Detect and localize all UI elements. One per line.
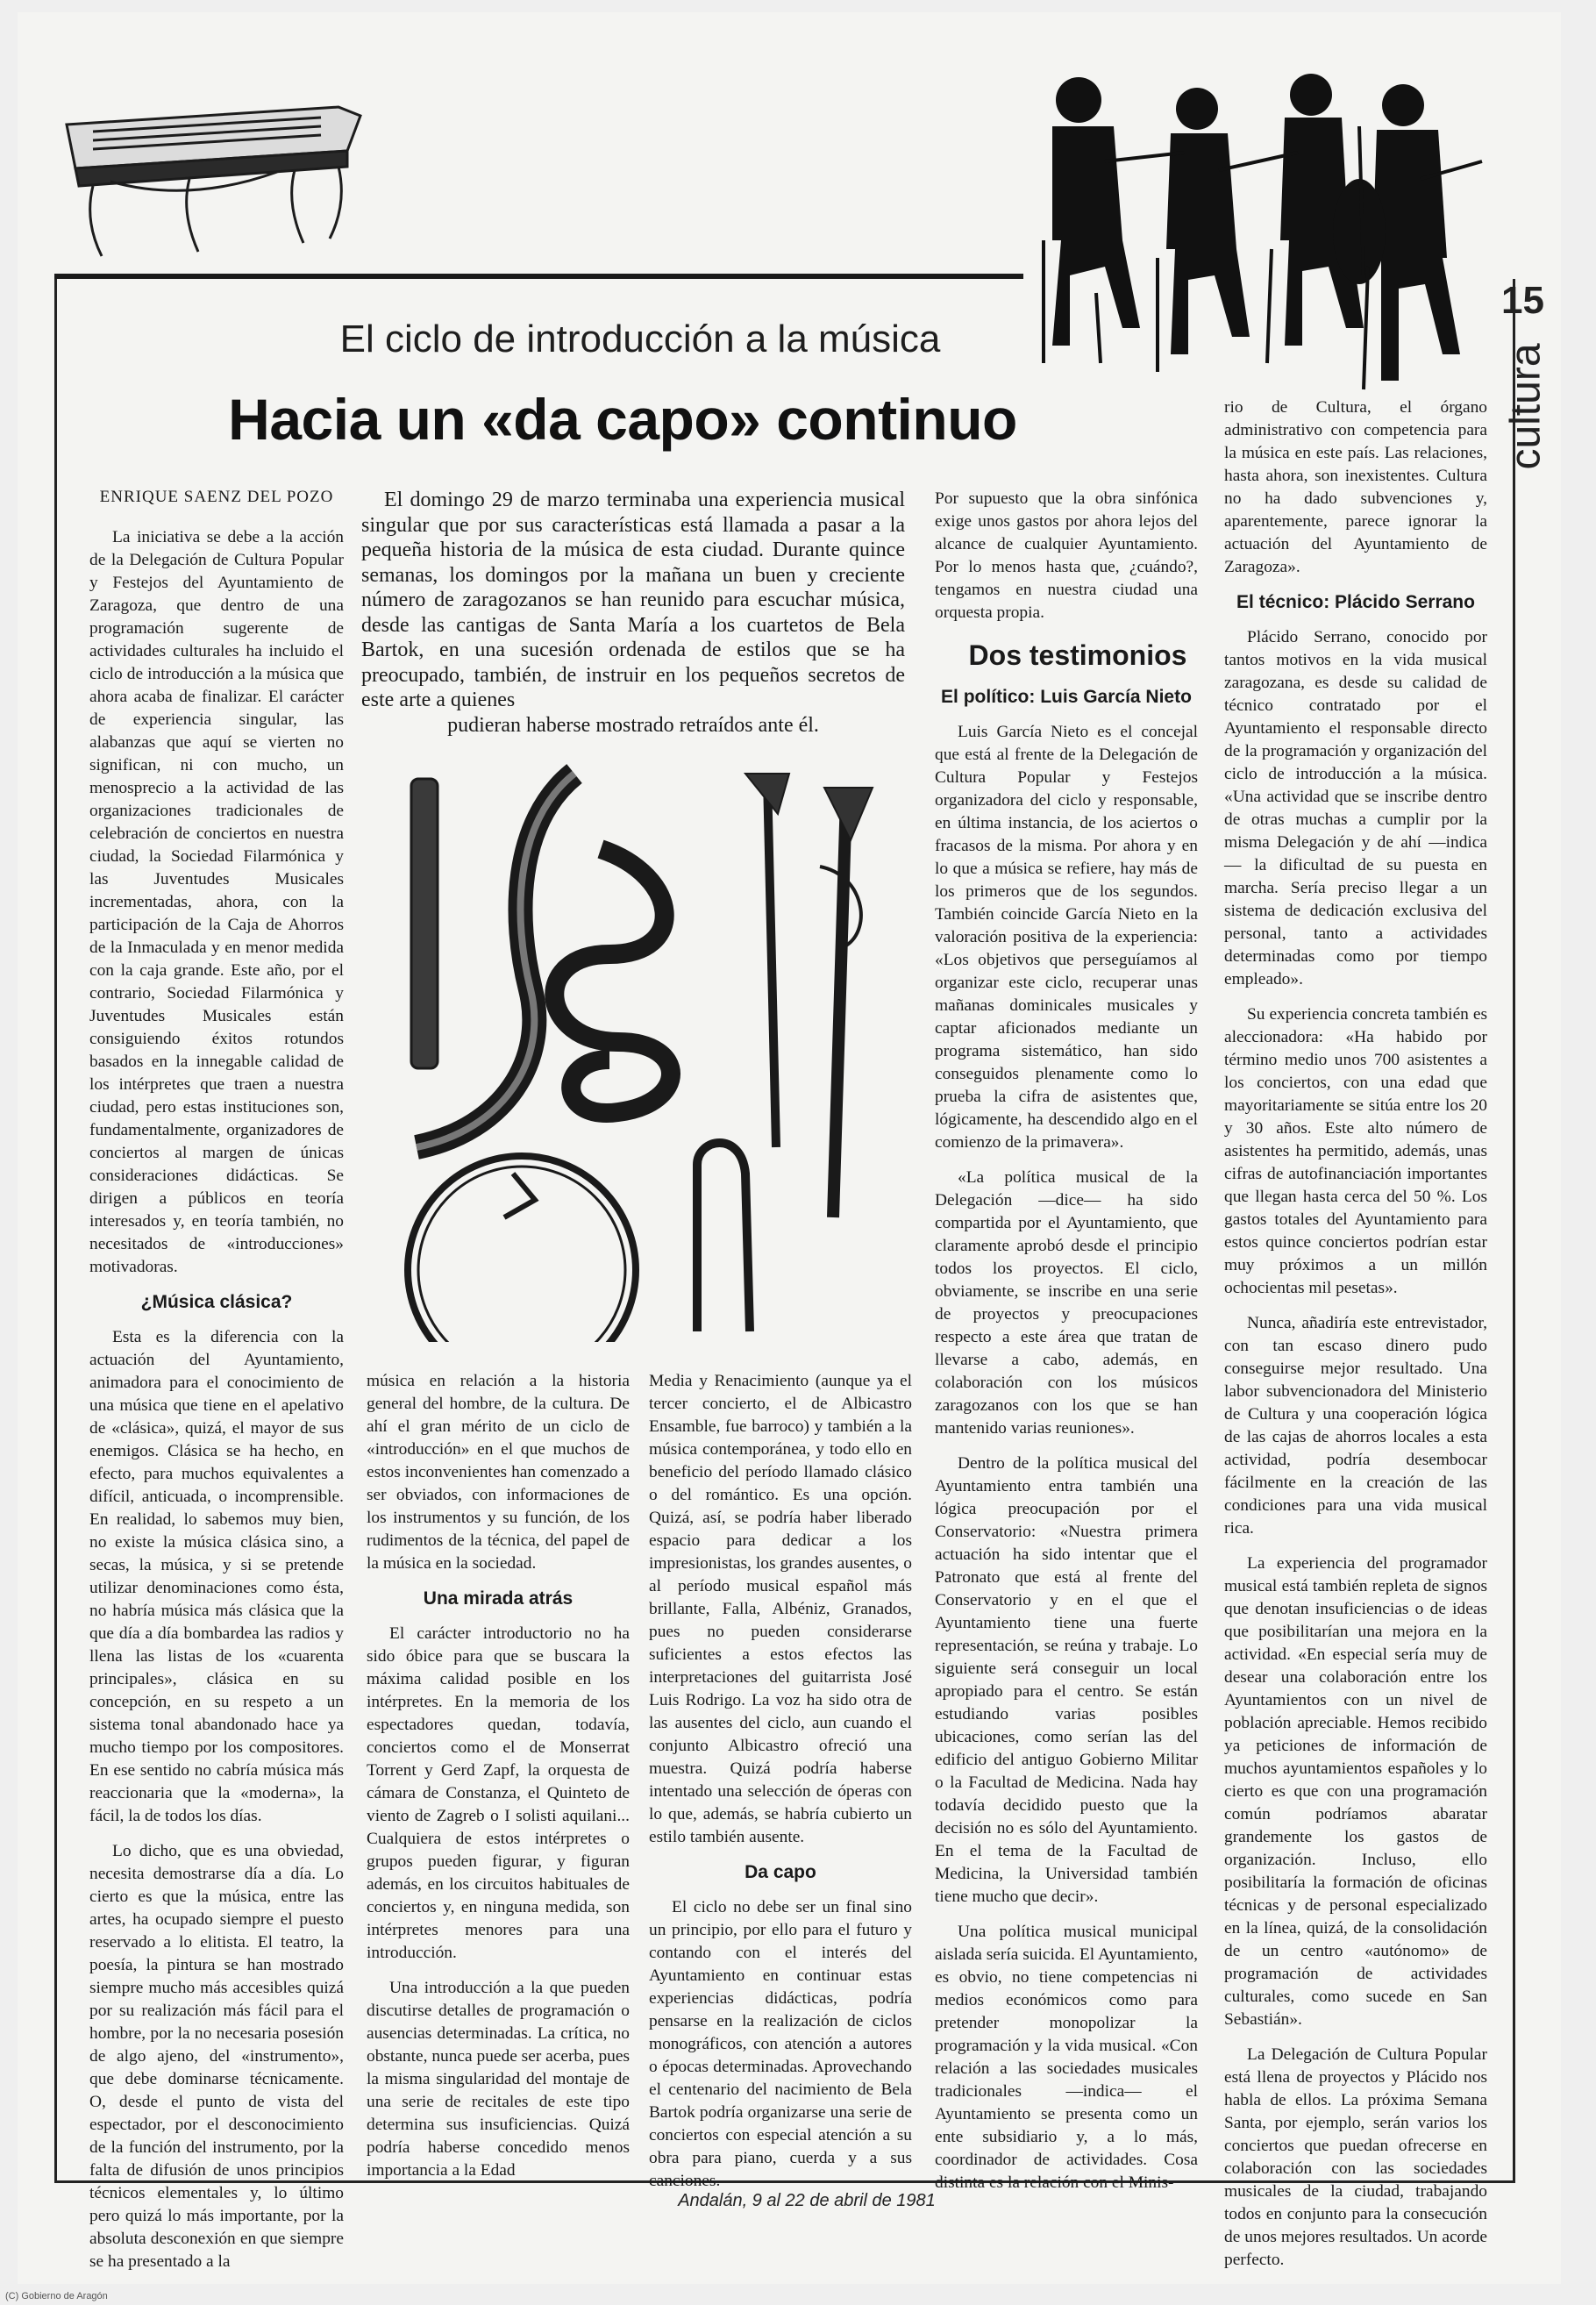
col4-paragraph: Una política musical municipal aislada sería suicida. El Ayuntamiento, es obvio, no tiene competencias ni medios económicos como para pretender monopolizar la programación y la vida musical. «Con relación a las sociedades musicales tradicionales —indica— el Ayuntamiento se presenta como un ente subsidiario y, a lo más, coordinador de actividades. Cosa distinta es la relación con el Minis-	[935, 1923, 1198, 2192]
col4-paragraph: «La política musical de la Delegación —dice— ha sido compartida por el Ayuntamiento, que claramente aprobó desde el principio todos los proyectos. El ciclo, obviamente, se inscribe en una serie de proyectos y preocupaciones respecto a este área que tratan de llevarse a cabo, además, en colaboración con los músicos zaragozanos con los que se han mantenido varias reuniones».	[935, 1168, 1198, 1438]
byline: ENRIQUE SAENZ DEL POZO	[99, 488, 334, 506]
col5-paragraph: La Delegación de Cultura Popular está llena de proyectos y Plácido nos habla de ellos. La próxima Semana Santa, por ejemplo, serán varios los conciertos que puedan ofrecerse en colaboración con las sociedades musicales de la ciudad, trabajando todos en conjunto para la consecución de unos mejores resultados. Un acorde perfecto.	[1224, 2045, 1487, 2269]
intro-paragraph: El domingo 29 de marzo terminaba una experiencia musical singular que por sus características está llamada a pasar a la pequeña historia de la música de esta ciudad. Durante quince semanas, los domingos por la mañana un buen y creciente número de zaragozanos se han reunido para escuchar música, desde las cantigas de Santa María a los cuartetos de Bela Bartok, en una sucesión ordenada de estilos que se ha preocupado, también, de instruir en los pequeños secretos de este arte a quienes	[361, 489, 905, 711]
col1-paragraph: Esta es la diferencia con la actuación del Ayuntamiento, animadora para el conocimiento de una música que tiene en el apelativo de «clásica», quizá, el mayor de sus enemigos. Clásica se ha hecho, en efecto, para muchos equivalentes a difícil, anticuada, o incomprensible. En realidad, lo sabemos muy bien, no existe la música clásica sino, a secas, la música, y si se pretende utilizar denominaciones como ésta, no habría música más clásica que la que día a día bombardea las radios y llena las listas de los «cuarenta principales», clásica en su concepción, en su respeto a un sistema tonal abandonado hace ya mucho tiempo por los compositores. En ese sentido no cabría música más reaccionaria que la «moderna», la fácil, la de todos los días.	[89, 1328, 344, 1825]
article-kicker: El ciclo de introducción a la música	[339, 318, 941, 360]
col3-paragraph: El ciclo no debe ser un final sino un principio, por ello para el futuro y contando con el interés del Ayuntamiento en continuar estas experiencias didácticas, podría pensarse en la realización de ciclos monográficos, con atención a autores o épocas determinadas. Aprovechando el centenario del nacimiento de Bela Bartok podría organizarse una serie de conciertos con especial atención a su obra para piano, cuerda y a sus canciones.	[649, 1898, 912, 2190]
col4-paragraph: Dentro de la política musical del Ayuntamiento entra también una lógica preocupación por el Conservatorio: «Nuestra primera actuación ha sido intentar que el Patronato que está al frente del Conservatorio y en el que el Ayuntamiento tiene una fuerte representación, se reúna y trabaje. Lo siguiente será conseguir un local apropiado para el centro. Se están estudiando varias posibles ubicaciones, como serían las del edificio del antiguo Gobierno Militar o la Facultad de Medicina. Nada hay todavía decidido puesto que la decisión no es sólo del Ayuntamiento. En el tema de la Facultad de Medicina, la Universidad también tiene mucho que decir».	[935, 1454, 1198, 1906]
col5-paragraph: Plácido Serrano, conocido por tantos motivos en la vida musical zaragozana, es desde su calidad de técnico contratado por el Ayuntamiento el responsable directo de la programación y organización del ciclo de introducción a la música. «Una actividad que se inscribe dentro de otras muchas a cumplir por la misma Delegación y de ahí —indica— la dificultad de su puesta en marcha. Sería preciso llegar a un sistema de dedicación exclusiva del personal, tanto a actividades determinadas como por tiempo empleado».	[1224, 628, 1487, 988]
section-label	[1501, 279, 1550, 472]
column-4	[935, 488, 1198, 2207]
harpsichord-illustration	[58, 98, 365, 265]
col5-paragraph: La experiencia del programador musical está también repleta de signos que denotan insuficiencias o de ideas que posibilitarían una mejora en la actividad. «En especial sería muy de desear una colaboración entre los Ayuntamientos con un nivel de población apreciable. Hemos recibido ya peticiones de información de muchos ayuntamientos españoles y lo cierto es que con una programación común podríamos abaratar grandemente los gastos de organización. Incluso, ello posibilitaría la formación de oficinas técnicas y de personal especializado en la línea, quizá, de la consolidación de un centro «autónomo» de programación de actividades culturales, como sucede en San Sebastián».	[1224, 1554, 1487, 2029]
article-headline: Hacia un «da capo» continuo	[228, 387, 1017, 452]
col2-paragraph: Una introducción a la que pueden discutirse detalles de programación o ausencias determinadas. La crítica, no obstante, nunca puede ser acerba, pues la misma singularidad del montaje de una serie de recitales de este tipo determina sus insuficiencias. Quizá podría haberse concedido menos importancia a la Edad	[367, 1979, 630, 2180]
col5-paragraph: Su experiencia concreta también es aleccionadora: «Ha habido por término medio unos 700 asistentes a los conciertos, con una edad que mayoritariamente se sitúa entre los 20 y 30 años. Este alto número de asistentes ha permitido, además, unas cifras de autofinanciación importantes que llegan hasta cerca del 50 %. Los gastos totales del Ayuntamiento para estos quince conciertos podrían estar muy próximos a un millón ochocientas mil pesetas».	[1224, 1005, 1487, 1297]
col3-paragraph: Media y Renacimiento (aunque ya el tercer concierto, el de Albicastro Ensamble, fue barroco) y también a la música contemporánea, y todo ello en beneficio del período llamado clásico o del romántico. Es una opción. Quizá, así, se podría haber liberado espacio para dedicar a los impresionistas, los grandes ausentes, o al período musical español más brillante, Falla, Albéniz, Granados, pues no pueden considerarse suficientes a estos efectos las interpretaciones del guitarrista José Luis Rodrigo. La voz ha sido otra de las ausentes del ciclo, aun cuando el conjunto Albicastro ofreció una muestra. Quizá podría haberse intentado una selección de óperas con lo que, además, se habría cubierto un estilo también ausente.	[649, 1372, 912, 1846]
subheading-musica-clasica: ¿Música clásica?	[140, 1292, 293, 1312]
column-1-top	[89, 526, 344, 2286]
intro-last-line: pudieran haberse mostrado retraídos ante él.	[447, 713, 819, 737]
image-credit: (C) Gobierno de Aragón	[5, 2291, 108, 2301]
subheading-el-tecnico: El técnico: Plácido Serrano	[1236, 592, 1475, 612]
early-instruments-illustration	[399, 761, 881, 1342]
column-2	[367, 1370, 630, 2194]
col4-paragraph: Luis García Nieto es el concejal que está al frente de la Delegación de Cultura Popular y Festejos organizadora del ciclo y responsable, en última instancia, de los aciertos o fracasos de la misma. Por ahora y en lo que a música se refiere, hay más de los primeros que de los segundos. También coincide García Nieto en la valoración positiva de la experiencia: «Los objetivos que perseguíamos al organizar este ciclo, recuperar unas mañanas dominicales musicales y captar aficionados mediante un programa sistemático, han sido conseguidos plenamente como lo prueba la cifra de asistentes que, lógicamente, ha descendido algo en el comienzo de la primavera».	[935, 723, 1198, 1152]
col1-paragraph: Lo dicho, que es una obviedad, necesita demostrarse día a día. Lo cierto es que la música, entre las artes, ha ocupado siempre el puesto reservado a lo elitista. El teatro, la poesía, la pintura se han mostrado siempre mucho más accesibles quizá por su realización más fácil para el hombre, por la no necesaria posesión de algo ajeno, del «instrumento», que debe dominarse técnicamente. O, desde el punto de vista del espectador, por el desconocimiento de la función del instrumento, por la falta de difusión de unos principios técnicos elementales y, lo último pero quizá lo más importante, por la absoluta desconexión en que siempre se ha presentado a la	[89, 1842, 344, 2271]
col2-paragraph: música en relación a la historia general del hombre, de la cultura. De ahí el gran mérito de un ciclo de «introducción» en el que muchos de estos inconvenientes han comenzado a ser obviados, con informaciones de los instrumentos y su función, de los rudimentos de la técnica, del papel de la música en la sociedad.	[367, 1372, 630, 1573]
subheading-da-capo: Da capo	[745, 1862, 816, 1882]
column-5	[1224, 396, 1487, 2284]
col2-paragraph: El carácter introductorio no ha sido óbice para que se buscara la máxima calidad posible en los intérpretes. En la memoria de los espectadores quedan, todavía, conciertos como el de Monserrat Torrent y Gerd Zapf, la orquesta de cámara de Constanza, el Quinteto de viento de Zagreb o I solisti aquilani... Cualquiera de estos intérpretes o grupos pueden figurar, y figuran además, en los circuitos habituales de conciertos y, en ninguna medida, son intérpretes menores para una introducción.	[367, 1624, 630, 1962]
subheading-el-politico: El político: Luis García Nieto	[941, 687, 1192, 707]
column-3	[649, 1370, 912, 2205]
col1-paragraph: La iniciativa se debe a la acción de la Delegación de Cultura Popular y Festejos del Ayuntamiento de Zaragoza, que dentro de una programación sugerente de actividades culturales ha incluido el ciclo de introducción a la música que ahora acaba de finalizar. El carácter de experiencia singular, las alabanzas que aquí se vierten no significan, ni con mucho, un menosprecio a la actividad de las organizaciones tradicionales de celebración de conciertos en nuestra ciudad, la Sociedad Filarmónica y las Juventudes Musicales incrementadas, ahora, con la participación de la Caja de Ahorros de la Inmaculada y en menor medida con la caja grande. Este año, por el contrario, Sociedad Filarmónica y Juventudes Musicales están consiguiendo éxitos rotundos basados en la innegable calidad de los intérpretes que traen a nuestra ciudad, pero estas instituciones son, fundamentalmente, organizadores de conciertos al margen de únicas consideraciones didácticas. Se dirigen a públicos en teoría interesados y, en teoría también, no necesitados de «introducciones» motivadoras.	[89, 528, 344, 1276]
subheading-una-mirada-atras: Una mirada atrás	[423, 1588, 574, 1609]
page-footer: Andalán, 9 al 22 de abril de 1981	[678, 2191, 936, 2210]
section-name: cultura	[1502, 343, 1550, 470]
section-number: 15	[1501, 279, 1544, 322]
col4-paragraph: Por supuesto que la obra sinfónica exige unos gastos por ahora lejos del alcance de cualquier Ayuntamiento. Por lo menos hasta que, ¿cuándo?, tengamos en nuestra ciudad una orquesta propia.	[935, 489, 1198, 622]
subheading-dos-testimonios: Dos testimonios	[968, 639, 1187, 671]
col5-paragraph: Nunca, añadiría este entrevistador, con tan escaso dinero pudo conseguirse mejor resultado. Una labor subvencionadora del Ministerio de Cultura y una cooperación lógica de las cajas de ahorros locales a esta actividad, podría desembocar fácilmente en la creación de las condiciones para una vida musical rica.	[1224, 1314, 1487, 1538]
intro-text	[361, 488, 905, 738]
col5-paragraph: rio de Cultura, el órgano administrativo con competencia para la música en este país. Las relaciones, hasta ahora, son inexistentes. Cultura no ha dado subvenciones y, aparentemente, parece ignorar la actuación del Ayuntamiento de Zaragoza».	[1224, 398, 1487, 576]
